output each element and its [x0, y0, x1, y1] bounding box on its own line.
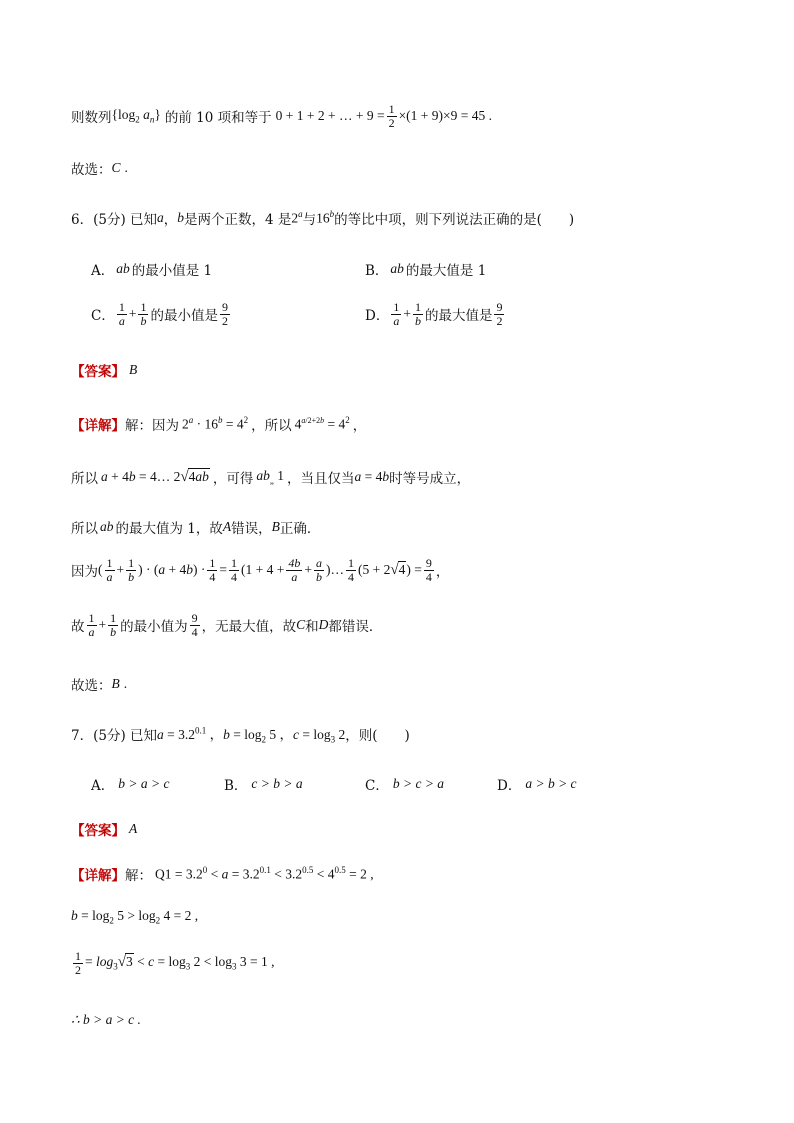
option-label: D．: [365, 308, 390, 325]
q6-detail-5: 故 $\frac{1}{a}$ + $\frac{1}{b}$ 的最小值为 $\frac{9}{4}$ ，无最大值，故 C 和 D 都错误．: [71, 611, 383, 639]
text: 正确．: [279, 521, 321, 537]
q6-detail-2: [71, 467, 470, 487]
math-expr: ) · (a + 4b) ·: [138, 562, 206, 578]
text: 因为: [71, 564, 98, 581]
text: 则数列: [71, 110, 112, 127]
text: .: [123, 676, 128, 691]
question-number: 6．(5分) 已知: [71, 212, 158, 228]
option-label: A．: [91, 263, 115, 279]
q6-detail-3: [71, 517, 320, 537]
fraction-1-over-a: $\frac{1}{a}$: [106, 556, 113, 584]
option-text: b > c > a: [392, 776, 445, 791]
option-text: b > a > c: [118, 776, 170, 791]
text: 故选：: [71, 678, 112, 694]
text: 是两个正数，4 是: [184, 212, 292, 228]
q7-detail-2: [71, 908, 198, 926]
text: 与: [302, 212, 317, 228]
text: 所以: [71, 521, 98, 537]
fraction-1-over-a: $\frac{1}{a}$: [393, 300, 400, 328]
answer-letter: A: [129, 821, 138, 836]
q6-detail-1: [71, 414, 366, 434]
text: 解：: [125, 868, 152, 884]
math-ab: ab: [390, 261, 404, 276]
var-B: B: [271, 519, 280, 534]
text: 的最大值为 1，故: [115, 521, 223, 537]
text: 的前 10 项和等于: [164, 110, 272, 127]
answer-tag: 【答案】: [71, 823, 125, 839]
text: 故选：: [71, 162, 112, 178]
option-label: C．: [91, 308, 115, 325]
fraction-1-over-4: $\frac{1}{4}$: [209, 556, 216, 584]
text: 错误，: [231, 521, 272, 537]
fraction-1-over-a: $\frac{1}{a}$: [118, 300, 125, 328]
detail-tag: 【详解】: [71, 868, 125, 884]
fraction-1-over-b: $\frac{1}{b}$: [128, 556, 135, 584]
q7-option-d[interactable]: [497, 774, 577, 794]
question-number: 7．(5分) 已知: [71, 727, 158, 744]
math-ab: ab: [100, 519, 114, 534]
fraction-1-over-a: $\frac{1}{a}$: [88, 611, 95, 639]
prev-sum-line: [71, 103, 492, 129]
q7-answer: [71, 819, 137, 839]
option-text: 的最大值是 1: [405, 263, 487, 279]
answer-letter: C: [111, 160, 121, 175]
q7-option-b[interactable]: [224, 774, 303, 794]
q6-option-d[interactable]: [365, 301, 506, 327]
text: 所以: [71, 471, 98, 487]
fraction-1-over-b: $\frac{1}{b}$: [414, 300, 421, 328]
conclusion: ∴ b > a > c .: [71, 1012, 141, 1027]
math-expr: $a = 3.2^{0.1}$ ，$b = \log_2 5$ ，$c = \log_3 2$: [157, 725, 346, 745]
math-expr: = $\log_3√3 < c = \log_3 2 < \log_3 3 = 1$ ,: [85, 954, 275, 972]
fraction-1-over-b: $\frac{1}{b}$: [110, 611, 117, 639]
option-label: D．: [497, 778, 522, 794]
text: ，可得: [212, 471, 254, 487]
var-A: A: [222, 519, 232, 534]
answer-tag: 【答案】: [71, 364, 125, 380]
answer-letter: B: [111, 676, 120, 691]
q7-detail-1: [71, 864, 374, 884]
var-C: C: [296, 617, 306, 633]
text: 都错误．: [328, 619, 383, 636]
q7-stem: [71, 723, 410, 745]
math-16b: 16$^b$: [316, 209, 335, 226]
answer-letter: B: [129, 362, 138, 377]
option-label: B．: [224, 778, 248, 794]
fraction-1-over-2: $\frac{1}{2}$: [75, 949, 81, 977]
fraction-half: $\frac{1}{2}$: [388, 102, 395, 130]
text: .: [124, 160, 128, 175]
option-text: 的最小值是: [150, 308, 218, 325]
math-expr: $2^a \cdot 16^b = 4^2$: [182, 415, 249, 432]
text: 和: [305, 619, 319, 636]
option-text: 的最小值是 1: [131, 263, 213, 279]
q7-option-c[interactable]: [365, 774, 444, 794]
option-text: c > b > a: [251, 776, 303, 791]
fraction-9-over-2: $\frac{9}{2}$: [496, 300, 503, 328]
prev-choose-line: [71, 158, 128, 178]
math-expr: $b = \log_2 5 > \log_2 4 = 2$ ,: [71, 908, 199, 926]
text: ，: [163, 212, 178, 228]
var-a: a: [157, 210, 164, 225]
math-tail: ×(1 + 9)×9 = 45 .: [398, 108, 493, 124]
fraction-1-over-4: $\frac{1}{4}$: [347, 556, 354, 584]
text: ，所以: [251, 418, 292, 434]
math-expr: $4^{a/2+2b} = 4^2$: [294, 415, 350, 432]
math-plus: +: [403, 306, 411, 322]
q6-detail-4: 因为 ( $\frac{1}{a}$ + $\frac{1}{b}$ ) · (a + 4b) · $\frac{1}{4}$ = $\frac{1}{4}$ (1 + 4 + $\frac{4b}{a}$ + $\frac{a}{b}$ )… $\frac{1}{4}$ (5 + 2√4) = $\frac{9}{4}$ ，: [71, 556, 450, 584]
q6-option-a[interactable]: [91, 259, 212, 279]
text: ，则( ): [345, 727, 410, 744]
fraction-1-over-4: $\frac{1}{4}$: [231, 556, 237, 584]
math-expr: $ab_„$ 1: [256, 468, 284, 486]
text: 的等比中项，则下列说法正确的是( ): [334, 212, 575, 228]
q7-detail-4: [71, 1012, 141, 1028]
text: ，无最大值，故: [201, 619, 297, 636]
text: 解：因为: [125, 418, 179, 434]
math-ab: ab: [116, 261, 130, 276]
q7-detail-3: [71, 950, 275, 976]
fraction-1-over-b: $\frac{1}{b}$: [140, 300, 147, 328]
q6-stem: [71, 208, 574, 228]
q6-option-c[interactable]: [91, 301, 232, 327]
fraction-9-over-4: $\frac{9}{4}$: [425, 556, 432, 584]
math-expr: a + 4b = 4… 2√4ab: [101, 468, 209, 485]
text: ，: [352, 418, 367, 434]
text: 的最小值为: [120, 619, 188, 636]
fraction-9-over-4: $\frac{9}{4}$: [191, 611, 198, 639]
math-expr: $Q1 = 3.2^0 < a = 3.2^{0.1} < 3.2^{0.5} < 4^{0.5} = 2$ ,: [155, 865, 374, 882]
math-expr: a = 4b: [354, 469, 390, 484]
q6-choose-line: [71, 674, 127, 694]
fraction-4b-over-a: $\frac{4b}{a}$: [288, 556, 301, 584]
option-text: a > b > c: [525, 776, 577, 791]
q6-answer: [71, 360, 137, 380]
text: 时等号成立，: [389, 471, 471, 487]
math-paren: (: [98, 562, 103, 578]
math-plus: +: [128, 306, 137, 322]
option-label: B．: [365, 263, 389, 279]
q7-option-a[interactable]: [91, 774, 169, 794]
math-2a: 2$^a$: [291, 209, 303, 226]
var-D: D: [318, 617, 329, 633]
math-sum: 0 + 1 + 2 + … + 9 =: [275, 108, 385, 124]
detail-tag: 【详解】: [71, 418, 125, 434]
q6-option-b[interactable]: [365, 259, 486, 279]
math-log-seq: {$\log_2$ $a_n$}: [111, 107, 161, 125]
var-b: b: [177, 210, 185, 225]
option-label: A．: [91, 778, 115, 794]
text: ，当且仅当: [286, 471, 355, 487]
fraction-a-over-b: $\frac{a}{b}$: [315, 556, 322, 584]
option-label: C．: [365, 778, 389, 794]
option-text: 的最大值是: [424, 308, 493, 325]
text: 故: [71, 619, 85, 636]
fraction-9-over-2: $\frac{9}{2}$: [221, 300, 228, 328]
